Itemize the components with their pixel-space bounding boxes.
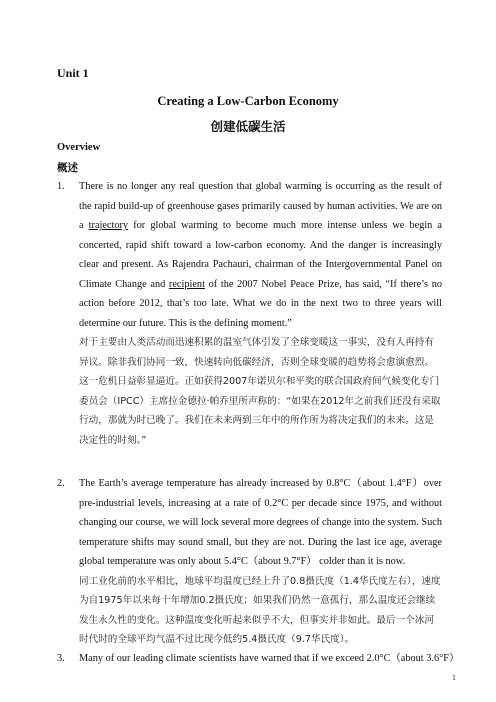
paragraph-number: 2. xyxy=(57,478,65,489)
paragraph-number: 1. xyxy=(57,181,65,192)
text-run: of the 2007 Nobel Peace Prize, has said, “If there’s no action before 2012, that’s too late. What we do in the next two to three years will determine our future. This is the defining moment.” xyxy=(79,278,442,329)
page-title-chinese: 创建低碳生活 xyxy=(210,119,286,134)
paragraph-english: The Earth’s average temperature has already increased by 0.8°C（about 1.4°F）over pre-industrial levels, increasing at a rate of 0.2°C per decade since 1975, and without changing our course, we will lock several more degrees of change into the system. Such temperature shifts may sound small, but they are not. During the last ice age, average global temperature was only about 5.4°C（about 9.7°F） colder than it is now. xyxy=(79,478,442,567)
paragraph-english: Many of our leading climate scientists have warned that if we exceed 2.0°C（about 3.6°F） xyxy=(79,653,460,664)
paragraph-3 xyxy=(57,649,460,669)
underlined-term: trajectory xyxy=(88,220,129,231)
paragraph-chinese: 对于主要由人类活动而迅速积累的温室气体引发了全球变暖这一事实，没有人再持有异议。除非我们协同一致，快速转向低碳经济，否则全球变暖的趋势将会愈演愈烈。这一危机日益彰显逼近。正如获得2007年诺贝尔和平奖的联合国政府间气候变化专门委员会（IPCC）主席拉金德拉·帕乔里所声称的：“如果在2012年之前我们还没有采取行动，那就为时已晚了。我们在未来两到三年中的所作所为将决定我们的未来。这是决定性的时刻。” xyxy=(79,337,441,446)
paragraph-chinese: 同工业化前的水平相比，地球平均温度已经上升了0.8摄氏度（1.4华氏度左右），速度为自1975年以来每十年增加0.2摄氏度；如果我们仍然一意孤行，那么温度还会继续发生永久性的变化。这种温度变化听起来似乎不大，但事实并非如此。最后一个冰河时代时的全球平均气温不过比现今低约5.4摄氏度（9.7华氏度）。 xyxy=(79,575,441,645)
paragraph-1 xyxy=(57,177,442,450)
text-run: There is no longer any real question that global warming is occurring as the result of the rapid build-up of greenhouse gases primarily caused by human activities. We are on a xyxy=(79,181,442,231)
text-run: for global warming to become much more intense unless we begin a concerted, rapid shift toward a low-carbon economy. And the danger is increasingly clear and present. As Rajendra Pachauri, chairman of the Intergovernmental Panel on Climate Change and xyxy=(79,220,442,290)
unit-heading: Unit 1 xyxy=(57,66,89,80)
section-heading-overview-chinese: 概述 xyxy=(57,162,78,174)
section-heading-overview: Overview xyxy=(57,142,101,153)
paragraph-number: 3. xyxy=(57,653,65,664)
paragraph-english xyxy=(79,177,442,333)
page-number: 1 xyxy=(452,673,456,682)
underlined-term: recipient xyxy=(168,278,205,290)
page-title: Creating a Low-Carbon Economy xyxy=(157,94,339,108)
paragraph-2 xyxy=(57,474,442,650)
